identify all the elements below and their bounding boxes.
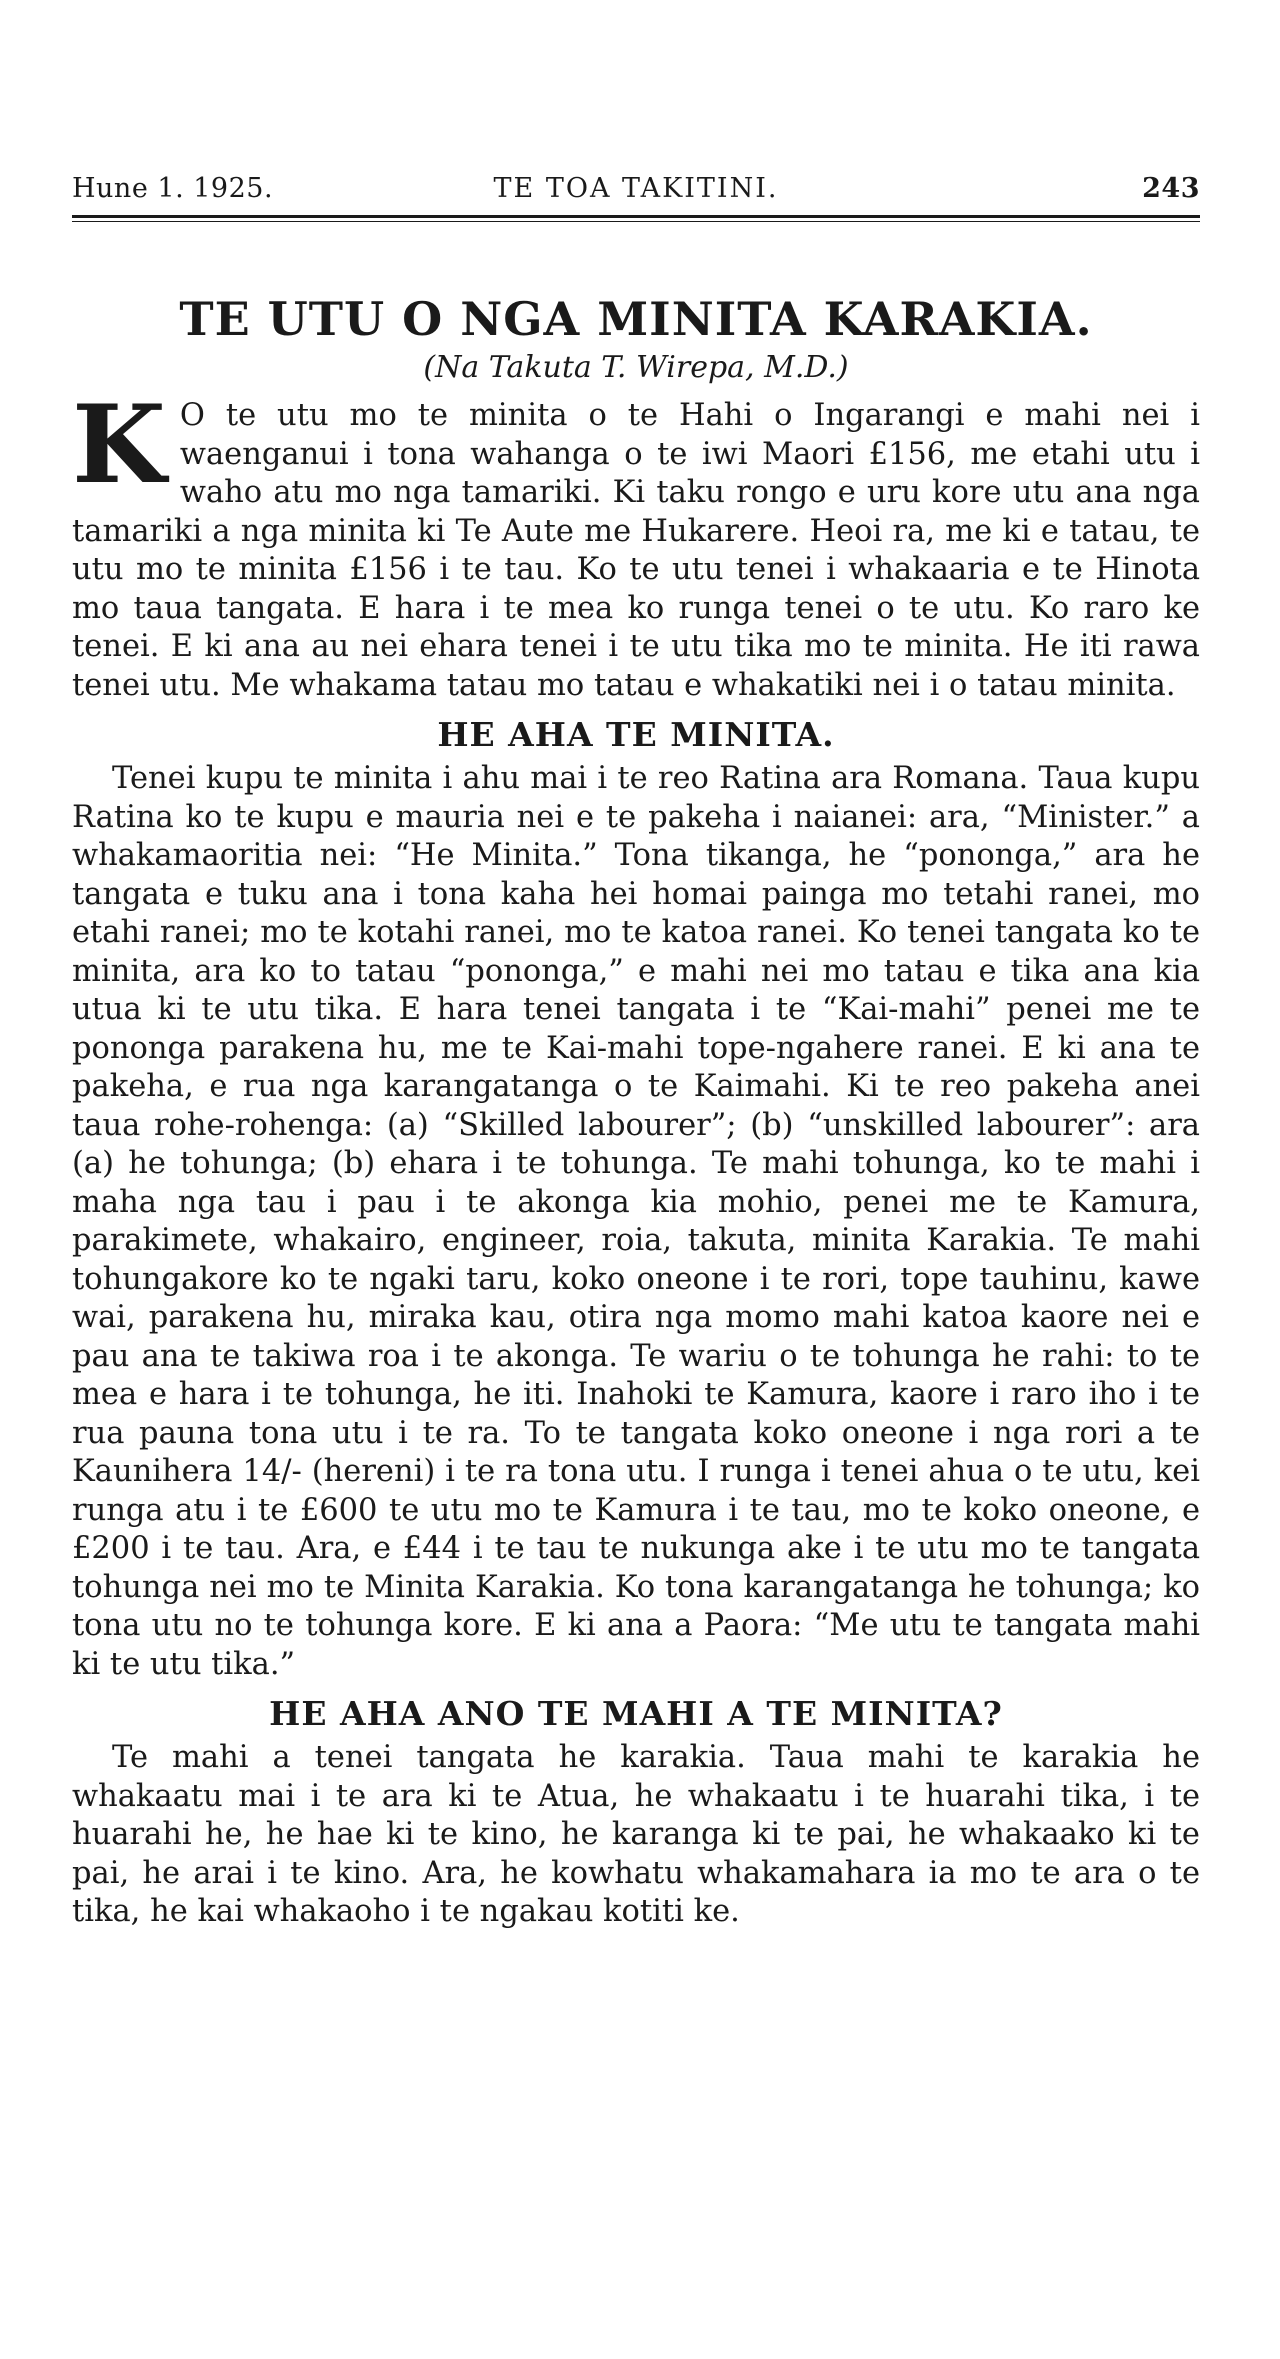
section-heading-minita: HE AHA TE MINITA. bbox=[437, 715, 835, 754]
publication-title: TE TOA TAKITINI. bbox=[493, 173, 779, 204]
paragraph-1 bbox=[72, 382, 1200, 705]
paragraph-2: Tenei kupu te minita i ahu mai i te reo Ratina ara Romana. Taua kupu Ratina ko te kupu e mauria nei e te pakeha i naianei: ara, “Minister.” a whakamaoritia nei: “He Minita.” Tona tikanga, he “pononga,” ara he tangata e tuku ana i tona kaha hei homai painga mo tetahi ranei, mo etahi ranei; mo te kotahi ranei, mo te katoa ranei. Ko tenei tangata ko te minita, ara ko to tatau “pononga,” e mahi nei mo tatau e tika ana kia utua ki te utu tika. E hara tenei tangata i te “Kai-mahi” penei me te pononga parakena hu, me te Kai-mahi tope-ngahere ranei. E ki ana te pakeha, e rua nga karangatanga o te Kaimahi. Ki te reo pakeha anei taua rohe-rohenga: (a) “Skilled labourer”; (b) “unskilled labourer”: ara (a) he tohunga; (b) ehara i te tohunga. Te mahi tohunga, ko te mahi i maha nga tau i pau i te akonga kia mohio, penei me te Kamura, parakimete, whakairo, engineer, roia, takuta, minita Karakia. Te mahi tohungakore ko te ngaki taru, koko oneone i te rori, tope tauhinu, kawe wai, parakena hu, miraka kau, otira nga momo mahi katoa kaore nei e pau ana te takiwa roa i te akonga. Te wariu o te tohunga he rahi: to te mea e hara i te tohunga, he iti. Inahoki te Kamura, kaore i raro iho i te rua pauna tona utu i te ra. To te tangata koko oneone i nga rori a te Kaunihera 14/- (hereni) i te ra tona utu. I runga i tenei ahua o te utu, kei runga atu i te £600 te utu mo te Kamura i te tau, mo te koko oneone, e £200 i te tau. Ara, e £44 i te tau te nukunga ake i te utu mo te tangata tohunga nei mo te Minita Karakia. Ko tona karangatanga he tohunga; ko tona utu no te tohunga kore. E ki ana a Paora: “Me utu te tangata mahi ki te utu tika.” bbox=[72, 761, 1200, 1682]
article-byline: (Na Takuta T. Wirepa, M.D.) bbox=[423, 350, 849, 385]
section-heading-mahi: HE AHA ANO TE MAHI A TE MINITA? bbox=[269, 1694, 1003, 1733]
drop-cap: K bbox=[72, 382, 166, 508]
header-rule-thick bbox=[72, 215, 1200, 218]
header-rule-thin bbox=[72, 221, 1200, 222]
issue-date: Hune 1. 1925. bbox=[72, 173, 274, 204]
running-head bbox=[72, 165, 1200, 209]
article-title: TE UTU O NGA MINITA KARAKIA. bbox=[179, 292, 1093, 346]
document-page bbox=[72, 165, 1200, 1932]
page-number: 243 bbox=[1142, 173, 1200, 204]
paragraph-1-text: O te utu mo te minita o te Hahi o Ingarangi e mahi nei i waenganui i tona wahanga o te iwi Maori £156, me etahi utu i waho atu mo nga tamariki. Ki taku rongo e uru kore utu ana nga tamariki a nga minita ki Te Aute me Hukarere. Heoi ra, me ki e tatau, te utu mo te minita £156 i te tau. Ko te utu tenei i whakaaria e te Hinota mo taua tangata. E hara i te mea ko runga tenei o te utu. Ko raro ke tenei. E ki ana au nei ehara tenei i te utu tika mo te minita. He iti rawa tenei utu. Me whakama tatau mo tatau e whakatiki nei i o tatau minita. bbox=[72, 398, 1200, 703]
paragraph-3: Te mahi a tenei tangata he karakia. Taua mahi te karakia he whakaatu mai i te ara ki te Atua, he whakaatu i te huarahi tika, i te huarahi he, he hae ki te kino, he karanga ki te pai, he whakaako ki te pai, he arai i te kino. Ara, he kowhatu whakamahara ia mo te ara o te tika, he kai whakaoho i te ngakau kotiti ke. bbox=[72, 1740, 1200, 1929]
